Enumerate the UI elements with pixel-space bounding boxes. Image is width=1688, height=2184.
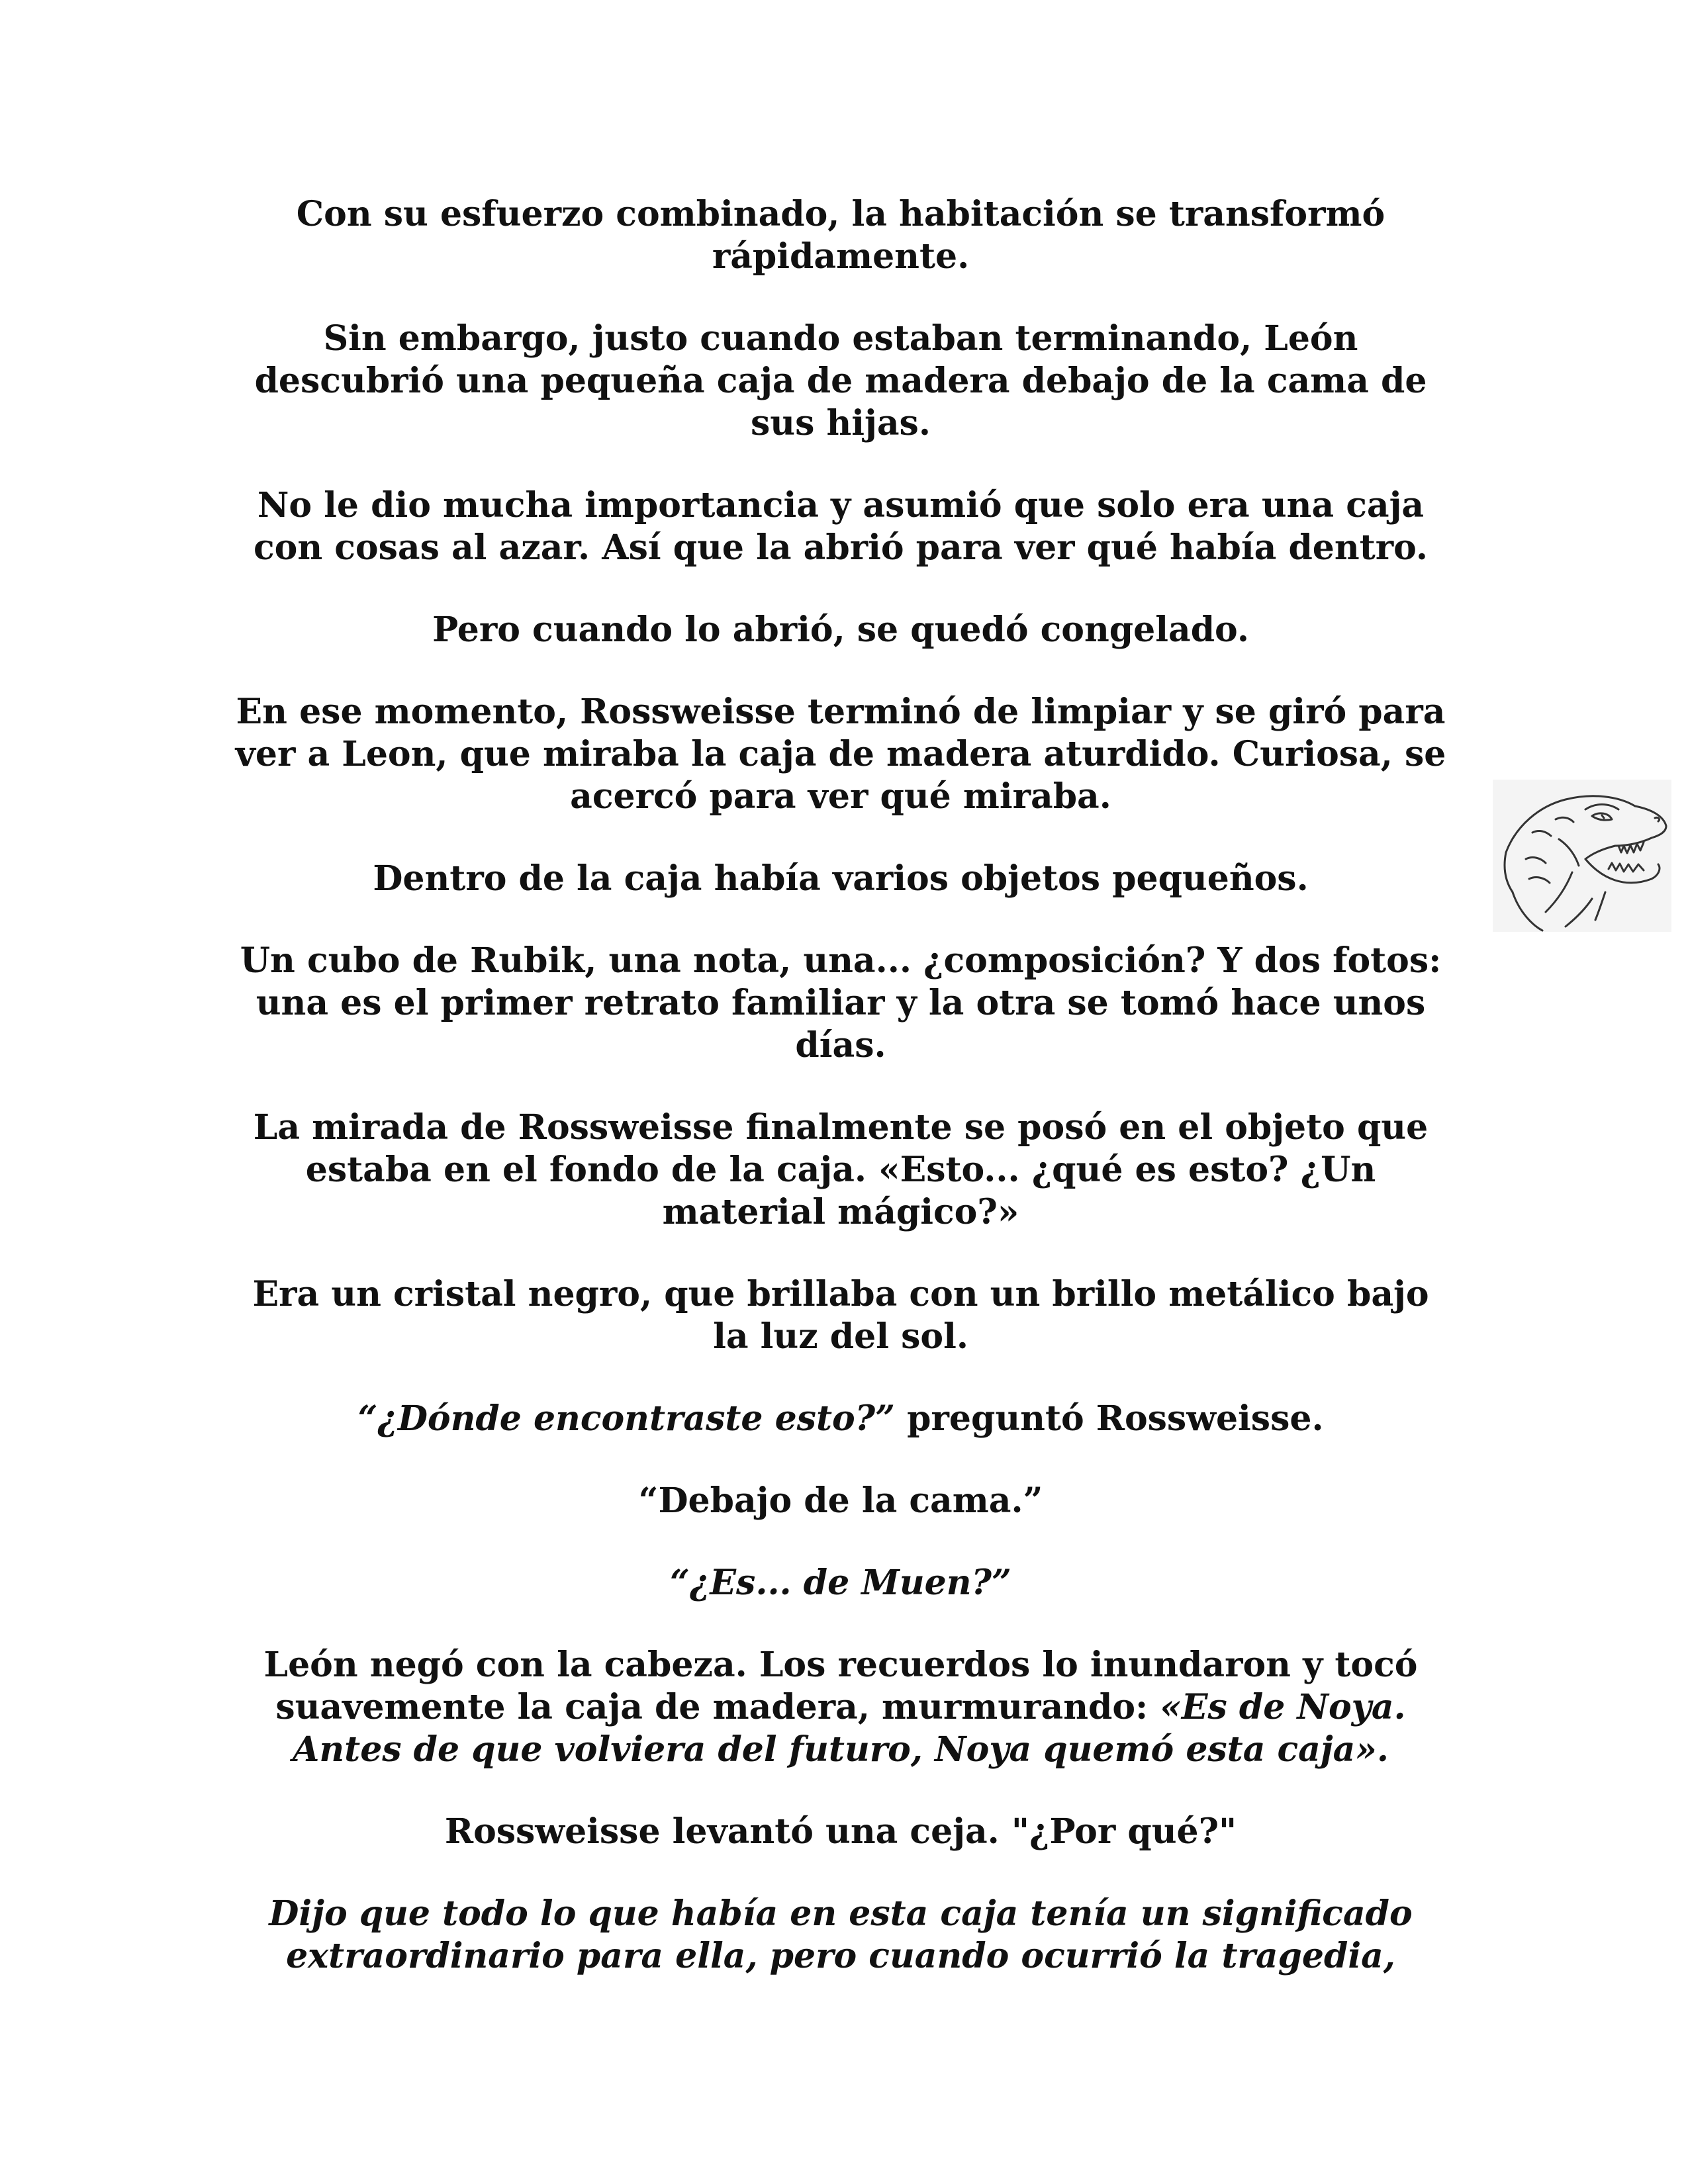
paragraph-15: Dijo que todo lo que había en esta caja tenía un significado extraordinario para ella, pero cuando ocurrió la tragedia, [269, 1893, 1413, 1976]
murmured-quote: «Es de Noya. Antes de que volviera del futuro, Noya quemó esta caja». [293, 1687, 1406, 1770]
paragraph-2: Sin embargo, justo cuando estaban terminando, León descubrió una pequeña caja de madera debajo de la cama de sus hijas. [254, 318, 1427, 443]
paragraph-7: Un cubo de Rubik, una nota, una... ¿composición? Y dos fotos: una es el primer retrato familiar y la otra se tomó hace unos días. [240, 940, 1442, 1066]
paragraph-3: No le dio mucha importancia y asumió que solo era una caja con cosas al azar. Así que la abrió para ver qué había dentro. [254, 485, 1428, 568]
paragraph-12: “¿Es... de Muen?” [670, 1563, 1011, 1603]
story-text [225, 193, 1456, 2017]
paragraph-6: Dentro de la caja había varios objetos pequeños. [373, 858, 1309, 899]
dialogue-tag: preguntó Rossweisse. [907, 1398, 1324, 1439]
paragraph-14: Rossweisse levantó una ceja. "¿Por qué?" [444, 1811, 1237, 1852]
paragraph-8: La mirada de Rossweisse finalmente se posó en el objeto que estaba en el fondo de la caja. «Esto... ¿qué es esto? ¿Un material mágico?» [253, 1107, 1429, 1232]
paragraph-9: Era un cristal negro, que brillaba con un brillo metálico bajo la luz del sol. [252, 1274, 1429, 1357]
paragraph-13 [225, 1644, 1456, 1771]
paragraph-1: Con su esfuerzo combinado, la habitación se transformó rápidamente. [296, 194, 1385, 277]
dinosaur-head-sketch-icon [1493, 780, 1671, 932]
dialogue-quote: “¿Dónde encontraste esto?” [357, 1398, 896, 1439]
paragraph-4: Pero cuando lo abrió, se quedó congelado. [432, 610, 1249, 650]
paragraph-5: En ese momento, Rossweisse terminó de limpiar y se giró para ver a Leon, que miraba la caja de madera aturdido. Curiosa, se acercó para ver qué miraba. [235, 692, 1446, 817]
paragraph-11: “Debajo de la cama.” [638, 1480, 1043, 1521]
paragraph-10 [225, 1398, 1456, 1440]
dinosaur-sketch-svg [1493, 780, 1671, 932]
narration-text: León negó con la cabeza. Los recuerdos lo inundaron y tocó suavemente la caja de madera, murmurando: [263, 1645, 1418, 1727]
